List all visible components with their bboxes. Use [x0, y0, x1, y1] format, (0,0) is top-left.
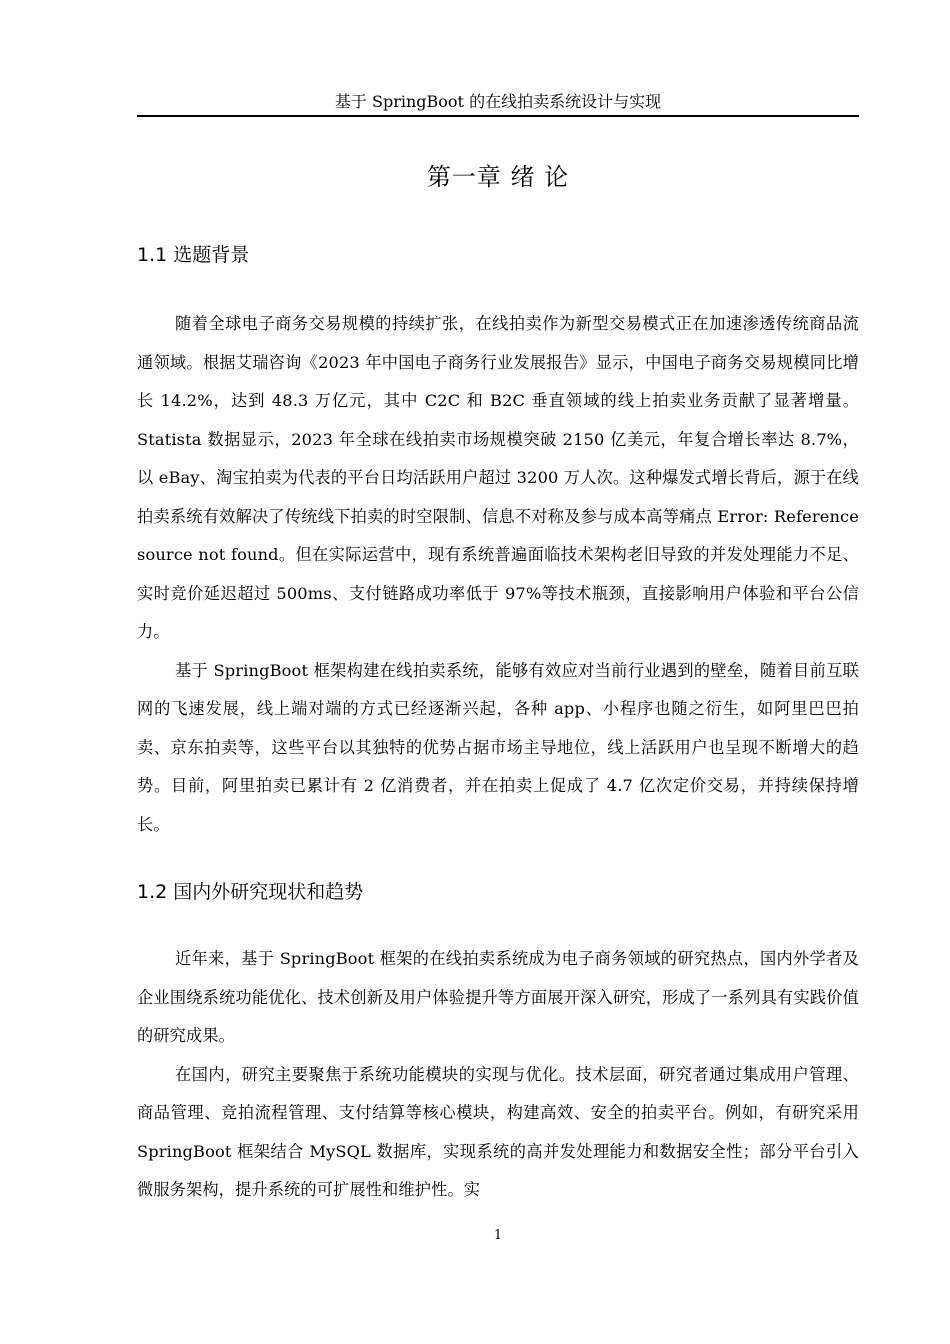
paragraph: 在国内，研究主要聚焦于系统功能模块的实现与优化。技术层面，研究者通过集成用户管理、商品管理、竞拍流程管理、支付结算等核心模块，构建高效、安全的拍卖平台。例如，有研究采用 SpringBoot 框架结合 MySQL 数据库，实现系统的高并发处理能力和数据安全性；部分平台引入微服务架构，提升系统的可扩展性和维护性。实	[137, 1064, 859, 1199]
running-header: 基于 SpringBoot 的在线拍卖系统设计与实现	[334, 92, 662, 111]
paragraph: 近年来，基于 SpringBoot 框架的在线拍卖系统成为电子商务领域的研究热点，国内外学者及企业围绕系统功能优化、技术创新及用户体验提升等方面展开深入研究，形成了一系列具有实践价值的研究成果。	[137, 949, 859, 1045]
paragraph: 随着全球电子商务交易规模的持续扩张，在线拍卖作为新型交易模式正在加速渗透传统商品流通领域。根据艾瑞咨询《2023 年中国电子商务行业发展报告》显示，中国电子商务交易规模同比增长 14.2%，达到 48.3 万亿元，其中 C2C 和 B2C 垂直领域的线上拍卖业务贡献了显著增量。Statista 数据显示，2023 年全球在线拍卖市场规模突破 2150 亿美元，年复合增长率达 8.7%，以 eBay、淘宝拍卖为代表的平台日均活跃用户超过 3200 万人次。这种爆发式增长背后，源于在线拍卖系统有效解决了传统线下拍卖的时空限制、信息不对称及参与成本高等痛点 Error: Reference source not found。但在实际运营中，现有系统普遍面临技术架构老旧导致的并发处理能力不足、实时竞价延迟超过 500ms、支付链路成功率低于 97%等技术瓶颈，直接影响用户体验和平台公信力。	[137, 314, 859, 641]
page-number: 1	[493, 1228, 503, 1243]
section-body-1-1	[137, 305, 859, 844]
section-heading-1-1: 1.1 选题背景	[137, 244, 250, 266]
section-heading-1-2: 1.2 国内外研究现状和趋势	[137, 881, 364, 903]
section-body-1-2	[137, 940, 859, 1210]
header-rule	[137, 115, 859, 117]
chapter-title: 第一章 绪 论	[426, 163, 570, 191]
paragraph: 基于 SpringBoot 框架构建在线拍卖系统，能够有效应对当前行业遇到的壁垒，随着目前互联网的飞速发展，线上端对端的方式已经逐渐兴起，各种 app、小程序也随之衍生，如阿里巴巴拍卖、京东拍卖等，这些平台以其独特的优势占据市场主导地位，线上活跃用户也呈现不断增大的趋势。目前，阿里拍卖已累计有 2 亿消费者，并在拍卖上促成了 4.7 亿次定价交易，并持续保持增长。	[137, 660, 859, 834]
